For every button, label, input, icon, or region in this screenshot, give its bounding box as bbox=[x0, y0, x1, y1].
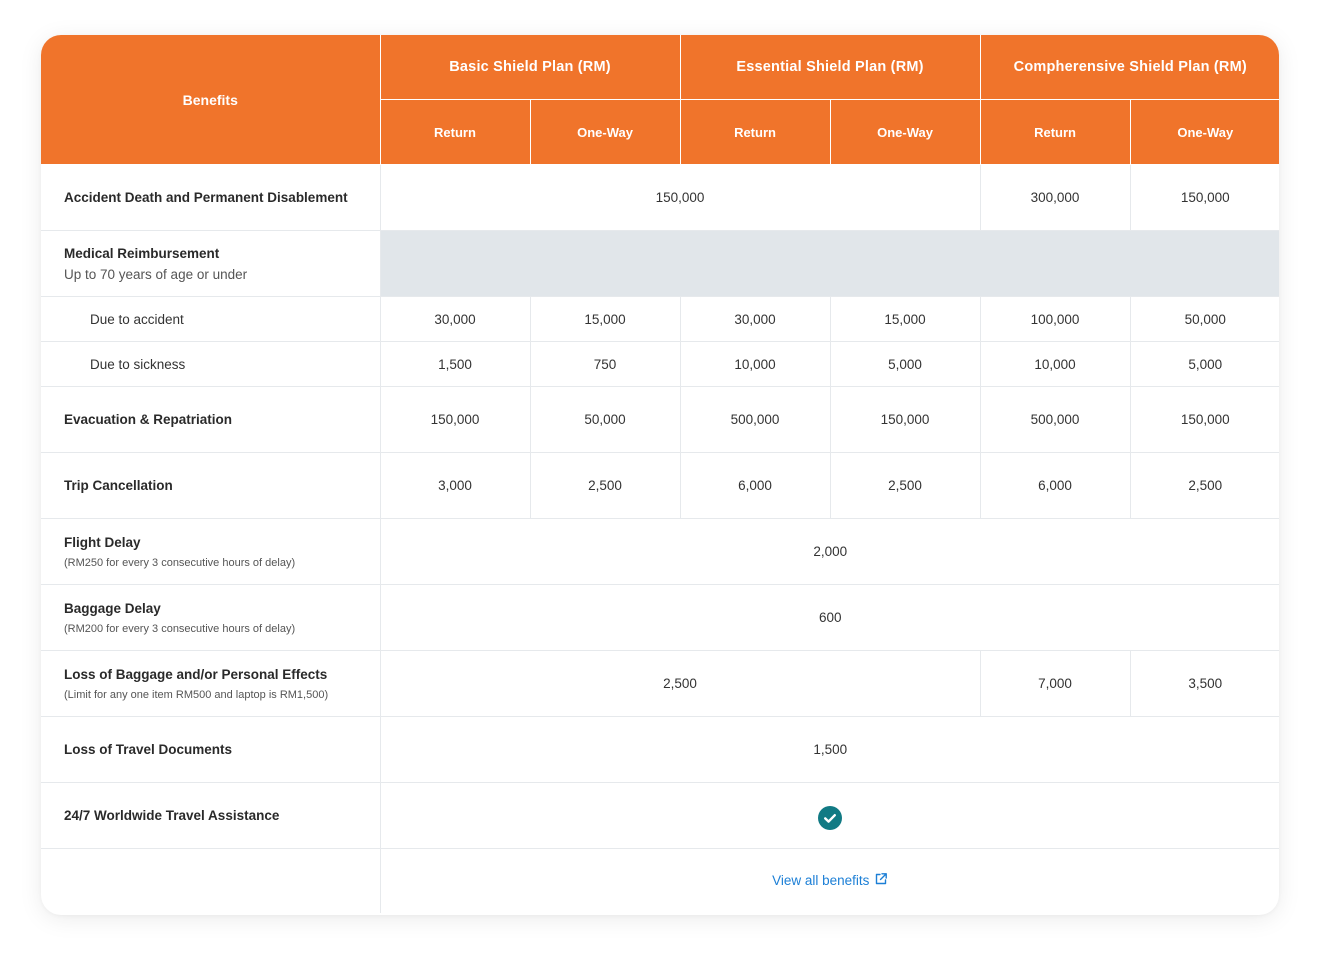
cell-value: 150,000 bbox=[830, 387, 980, 453]
check-circle-icon bbox=[818, 806, 842, 830]
cell-check bbox=[380, 783, 1279, 849]
cell-value: 30,000 bbox=[680, 297, 830, 342]
external-link-icon bbox=[874, 872, 888, 889]
row-title: Accident Death and Permanent Disablement bbox=[64, 190, 348, 205]
cell-value: 50,000 bbox=[1130, 297, 1279, 342]
cell-value: 750 bbox=[530, 342, 680, 387]
row-note: (RM250 for every 3 consecutive hours of delay) bbox=[64, 556, 296, 569]
cell-value: 500,000 bbox=[680, 387, 830, 453]
row-title: Medical Reimbursement bbox=[64, 245, 220, 261]
cell-value: 500,000 bbox=[980, 387, 1130, 453]
row-label-trip-cancellation bbox=[41, 453, 380, 519]
row-label-loss-documents bbox=[41, 717, 380, 783]
row-subtitle: Up to 70 years of age or under bbox=[64, 266, 248, 282]
footer-link-cell bbox=[380, 849, 1279, 914]
table-row bbox=[41, 387, 1279, 453]
cell-value: 30,000 bbox=[380, 297, 530, 342]
table-row bbox=[41, 453, 1279, 519]
cell-value: 2,500 bbox=[530, 453, 680, 519]
cell-value: 6,000 bbox=[980, 453, 1130, 519]
essential-return-header: Return bbox=[680, 100, 830, 165]
view-all-benefits-label: View all benefits bbox=[772, 872, 870, 888]
cell-value: 3,500 bbox=[1130, 651, 1279, 717]
cell-value: 1,500 bbox=[380, 717, 1279, 783]
view-all-benefits-link[interactable] bbox=[772, 873, 888, 888]
table-row bbox=[41, 342, 1279, 387]
cell-value: 2,500 bbox=[1130, 453, 1279, 519]
cell-value: 10,000 bbox=[680, 342, 830, 387]
row-label-accident-death bbox=[41, 165, 380, 231]
cell-value: 150,000 bbox=[380, 387, 530, 453]
basic-plan-header: Basic Shield Plan (RM) bbox=[380, 35, 680, 100]
table-row bbox=[41, 717, 1279, 783]
table-row bbox=[41, 231, 1279, 297]
row-title: Flight Delay bbox=[64, 534, 141, 550]
cell-value: 100,000 bbox=[980, 297, 1130, 342]
row-label-assistance bbox=[41, 783, 380, 849]
benefits-comparison-table bbox=[41, 35, 1279, 913]
cell-value: 10,000 bbox=[980, 342, 1130, 387]
row-note: (Limit for any one item RM500 and laptop is RM1,500) bbox=[64, 688, 329, 701]
table-row bbox=[41, 165, 1279, 231]
row-note: (RM200 for every 3 consecutive hours of delay) bbox=[64, 622, 296, 635]
table-row bbox=[41, 519, 1279, 585]
medical-section-spacer bbox=[380, 231, 1279, 297]
row-label-baggage-delay bbox=[41, 585, 380, 651]
basic-oneway-header: One-Way bbox=[530, 100, 680, 165]
comprehensive-plan-header: Compherensive Shield Plan (RM) bbox=[980, 35, 1279, 100]
cell-value: 5,000 bbox=[1130, 342, 1279, 387]
essential-plan-header: Essential Shield Plan (RM) bbox=[680, 35, 980, 100]
table-row bbox=[41, 651, 1279, 717]
cell-value: 15,000 bbox=[830, 297, 980, 342]
row-title: 24/7 Worldwide Travel Assistance bbox=[64, 808, 280, 823]
row-label-evacuation bbox=[41, 387, 380, 453]
comprehensive-return-header: Return bbox=[980, 100, 1130, 165]
table-row bbox=[41, 297, 1279, 342]
cell-value: 7,000 bbox=[980, 651, 1130, 717]
essential-oneway-header: One-Way bbox=[830, 100, 980, 165]
row-title: Baggage Delay bbox=[64, 600, 161, 616]
row-title: Loss of Travel Documents bbox=[64, 742, 233, 757]
table-row bbox=[41, 585, 1279, 651]
comprehensive-oneway-header: One-Way bbox=[1130, 100, 1279, 165]
cell-value: 5,000 bbox=[830, 342, 980, 387]
cell-value: 1,500 bbox=[380, 342, 530, 387]
row-title: Trip Cancellation bbox=[64, 478, 173, 493]
cell-value: 150,000 bbox=[1130, 387, 1279, 453]
cell-value: 150,000 bbox=[380, 165, 980, 231]
benefits-table-card bbox=[41, 35, 1279, 915]
cell-value: 300,000 bbox=[980, 165, 1130, 231]
cell-value: 600 bbox=[380, 585, 1279, 651]
cell-value: 2,500 bbox=[830, 453, 980, 519]
row-label-loss-baggage bbox=[41, 651, 380, 717]
row-label-due-accident: Due to accident bbox=[41, 297, 380, 342]
footer-empty-cell bbox=[41, 849, 380, 914]
row-title: Evacuation & Repatriation bbox=[64, 412, 233, 427]
cell-value: 150,000 bbox=[1130, 165, 1279, 231]
table-footer-row bbox=[41, 849, 1279, 914]
row-label-medical bbox=[41, 231, 380, 297]
row-label-due-sickness: Due to sickness bbox=[41, 342, 380, 387]
cell-value: 6,000 bbox=[680, 453, 830, 519]
row-title: Loss of Baggage and/or Personal Effects bbox=[64, 666, 328, 682]
cell-value: 50,000 bbox=[530, 387, 680, 453]
benefits-column-header: Benefits bbox=[41, 35, 380, 165]
cell-value: 2,000 bbox=[380, 519, 1279, 585]
table-row bbox=[41, 783, 1279, 849]
cell-value: 2,500 bbox=[380, 651, 980, 717]
cell-value: 3,000 bbox=[380, 453, 530, 519]
row-label-flight-delay bbox=[41, 519, 380, 585]
cell-value: 15,000 bbox=[530, 297, 680, 342]
basic-return-header: Return bbox=[380, 100, 530, 165]
